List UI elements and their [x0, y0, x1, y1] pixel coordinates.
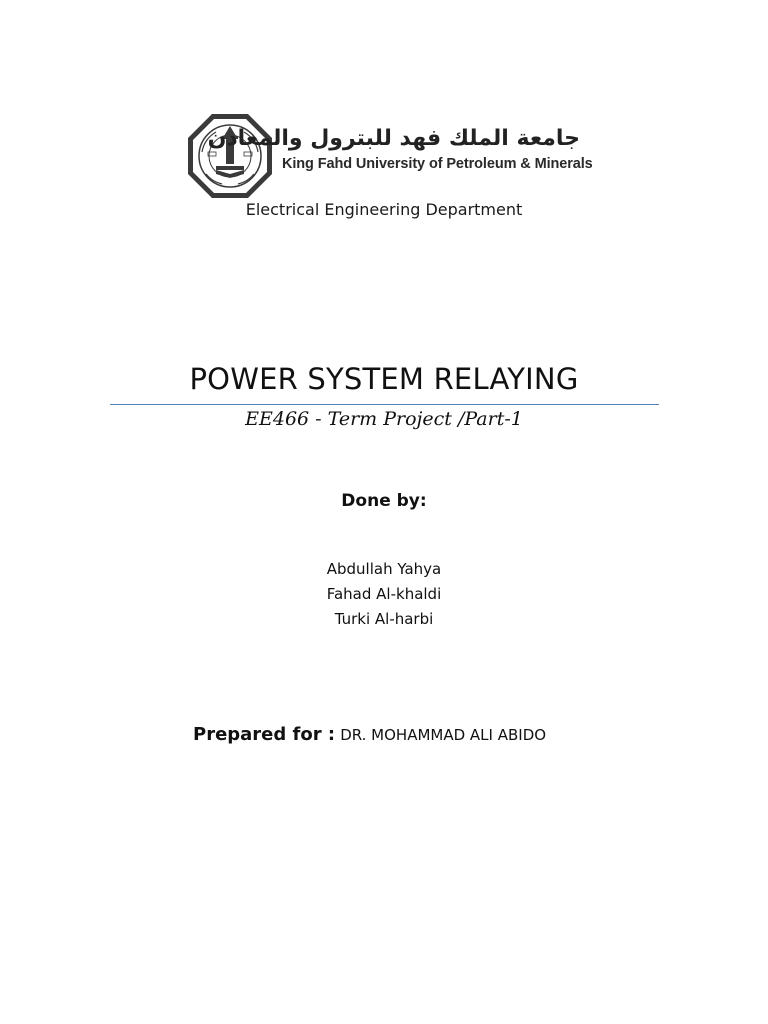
university-name-arabic: جامعة الملك فهد للبترول والمعادن — [207, 126, 580, 151]
author-name: Fahad Al-khaldi — [326, 585, 442, 603]
prepared-for-name: DR. MOHAMMAD ALI ABIDO — [340, 726, 547, 744]
department-name: Electrical Engineering Department — [245, 200, 523, 219]
prepared-for — [193, 724, 546, 745]
prepared-for-label: Prepared for : — [193, 724, 336, 745]
page-title: POWER SYSTEM RELAYING — [189, 362, 579, 396]
university-logo — [186, 112, 593, 200]
author-list — [0, 557, 768, 632]
page-subtitle: EE466 - Term Project /Part-1 — [245, 408, 523, 430]
author-name: Abdullah Yahya — [326, 560, 442, 578]
university-name-english: King Fahd University of Petroleum & Minerals — [282, 156, 593, 172]
title-divider — [110, 404, 659, 405]
done-by-heading: Done by: — [341, 491, 427, 511]
author-name: Turki Al-harbi — [334, 610, 434, 628]
